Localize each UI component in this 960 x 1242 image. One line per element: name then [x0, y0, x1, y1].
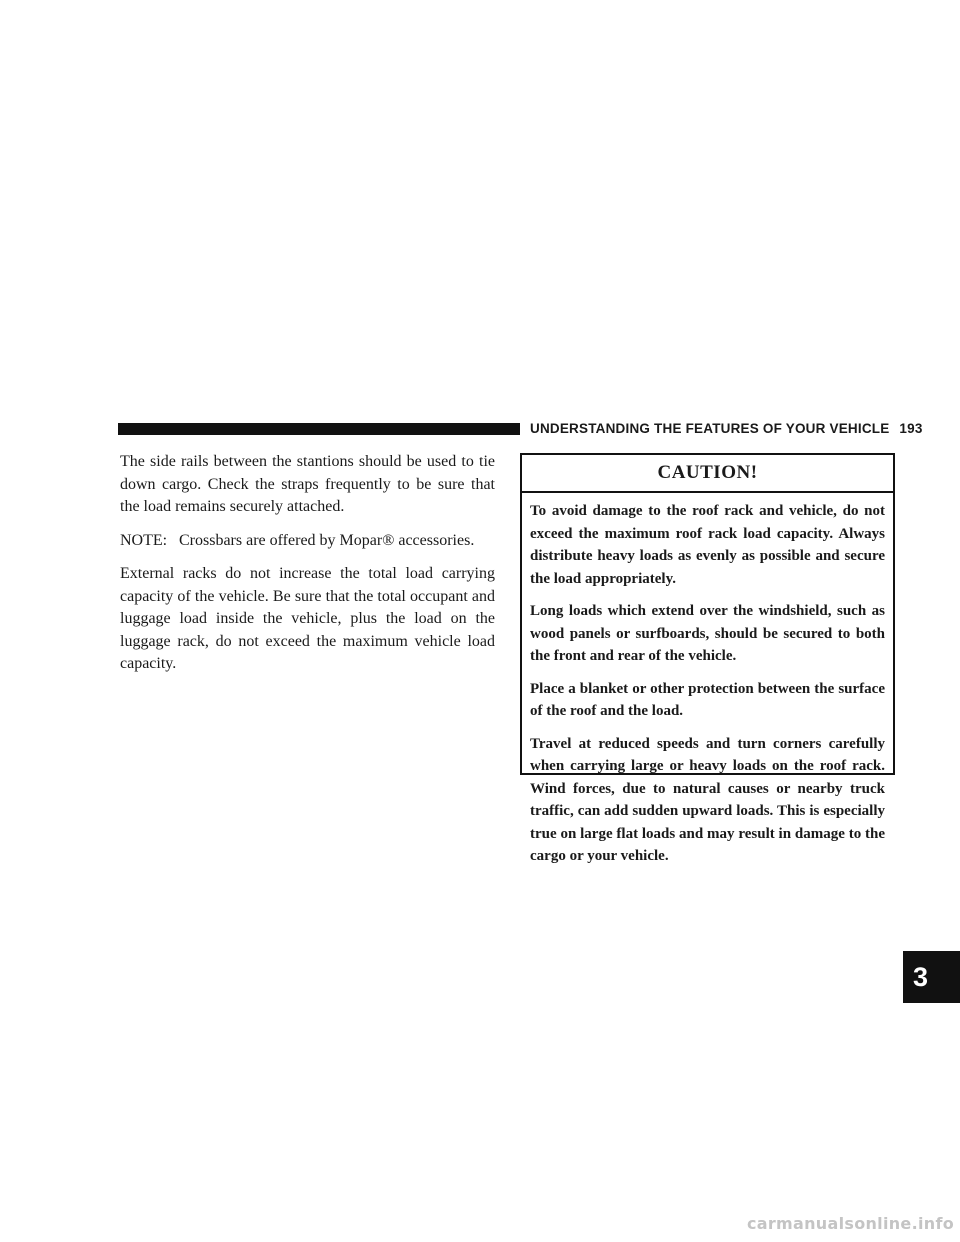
note-label: NOTE: [120, 531, 168, 549]
caution-paragraph: Travel at reduced speeds and turn corners carefully when carrying large or heavy loads on the roof rack. Wind forces, due to natural causes or nearby truck traffic, can add sudden upward loads. This is especially true on large flat loads and may result in damage to the cargo or your vehicle. [530, 735, 885, 864]
caution-paragraph: Place a blanket or other protection between the surface of the roof and the load. [530, 680, 885, 719]
caution-paragraph: Long loads which extend over the windshield, such as wood panels or surfboards, should be secured to both the front and rear of the vehicle. [530, 603, 885, 664]
paragraph-external-racks: External racks do not increase the total load carrying capacity of the vehicle. Be sure that the total occupant and luggage load inside the vehicle, plus the load on the luggage rack, do not exceed the maximum vehicle load capacity. [120, 565, 495, 672]
page-number: 193 [899, 421, 923, 436]
header-rule [118, 423, 520, 435]
caution-paragraph: To avoid damage to the roof rack and vehicle, do not exceed the maximum roof rack load capacity. Always distribute heavy loads as evenly as possible and secure the load appropriately. [530, 503, 885, 587]
chapter-tab [903, 951, 960, 1003]
chapter-number: 3 [913, 962, 929, 992]
note [120, 530, 495, 553]
header-title: UNDERSTANDING THE FEATURES OF YOUR VEHICLE [530, 421, 890, 436]
note-text: Crossbars are offered by Mopar® accessories. [179, 531, 475, 549]
left-column [120, 451, 495, 687]
paragraph-side-rails: The side rails between the stantions should be used to tie down cargo. Check the straps frequently to be sure that the load remains securely attached. [120, 453, 495, 515]
caution-title: CAUTION! [522, 455, 893, 493]
caution-body [522, 493, 893, 868]
watermark: carmanualsonline.info [746, 1214, 954, 1233]
running-header [530, 420, 923, 438]
caution-box [520, 453, 895, 864]
